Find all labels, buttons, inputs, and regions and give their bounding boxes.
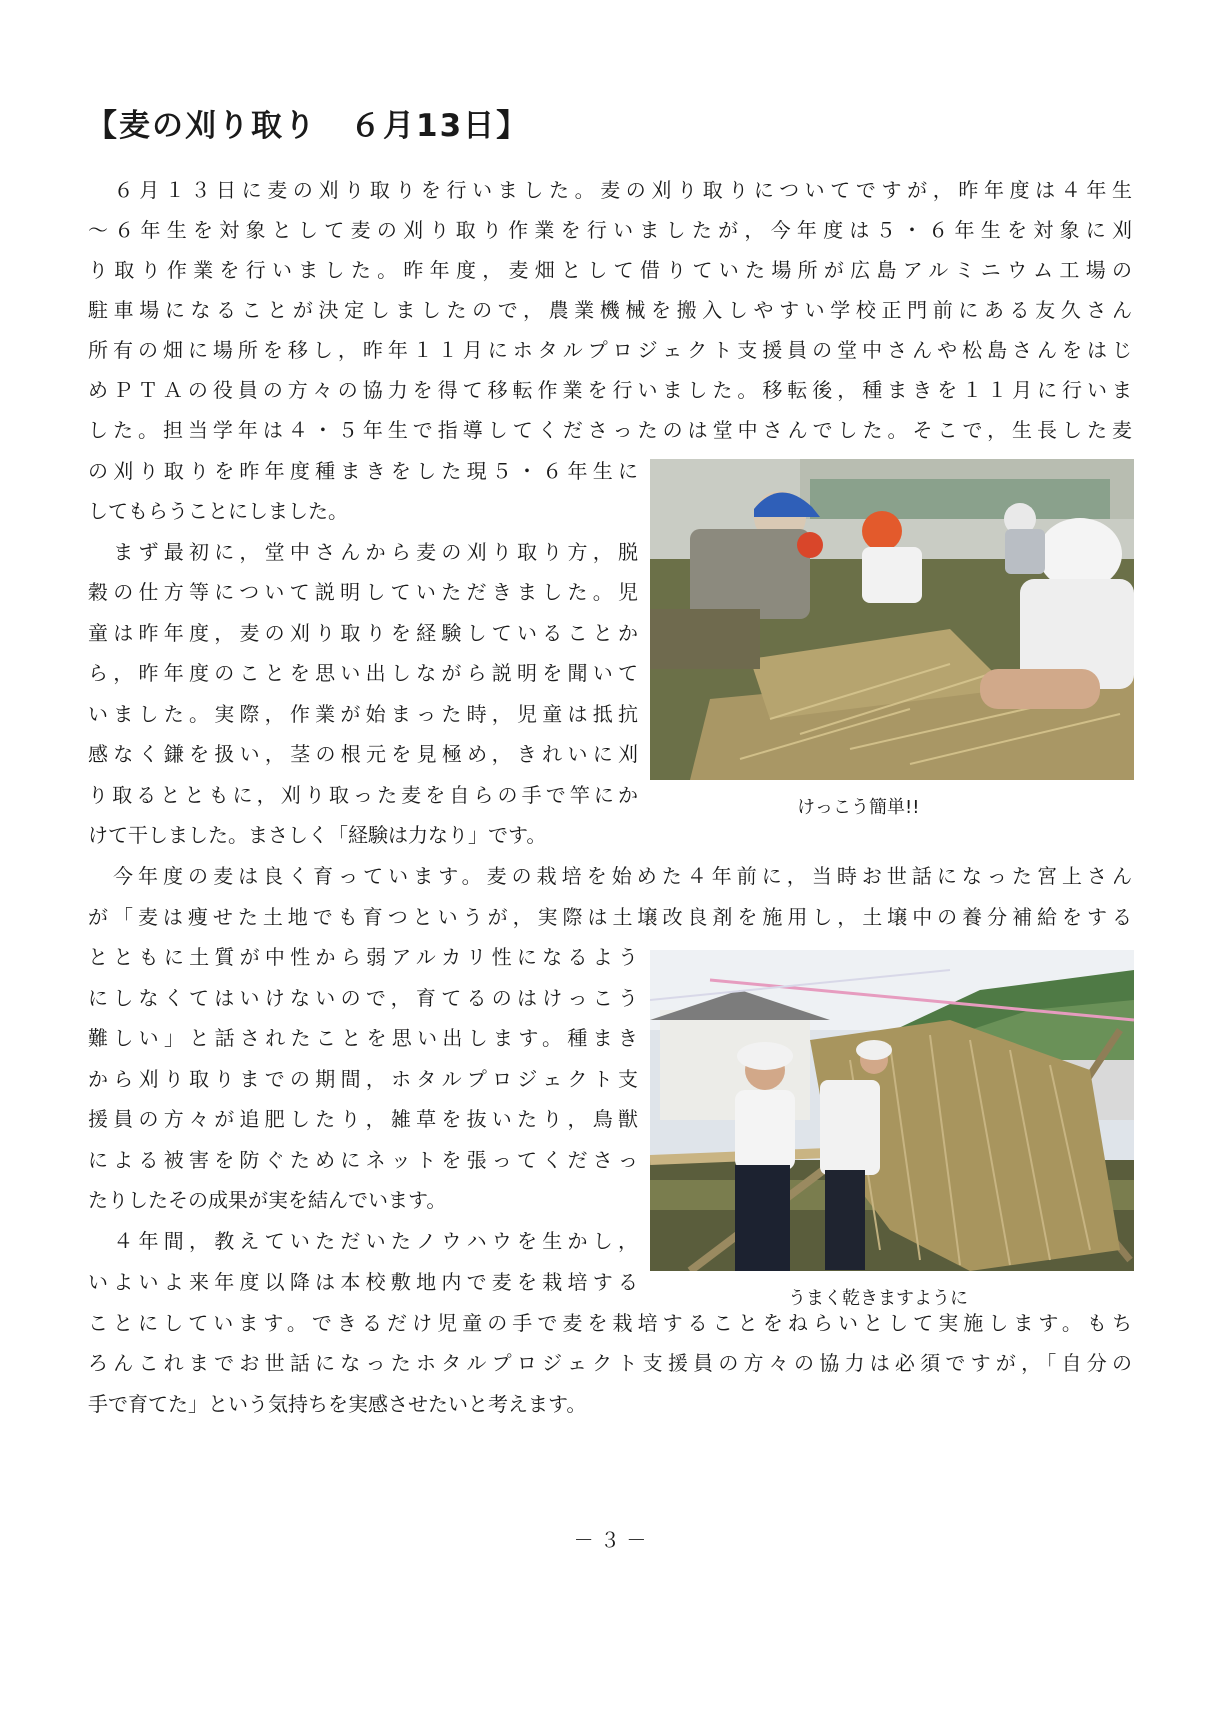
body-line: にしなくてはいけないので，育てるのはけっこう bbox=[88, 986, 638, 1010]
body-line: ６月１３日に麦の刈り取りを行いました。麦の刈り取りについてですが，昨年度は４年生 bbox=[88, 178, 1132, 202]
page-title: 【麦の刈り取り ６月13日】 bbox=[86, 108, 530, 144]
body-line: り取るとともに，刈り取った麦を自らの手で竿にか bbox=[88, 783, 638, 807]
photo-caption: うまく乾きますように bbox=[788, 1288, 968, 1309]
drying-photo bbox=[650, 950, 1134, 1271]
body-line: から刈り取りまでの期間，ホタルプロジェクト支 bbox=[88, 1067, 638, 1091]
body-line: の刈り取りを昨年度種まきをした現５・６年生に bbox=[88, 459, 638, 483]
body-line: した。担当学年は４・５年生で指導してくださったのは堂中さんでした。そこで，生長した麦 bbox=[88, 418, 1132, 442]
body-line: ４年間，教えていただいたノウハウを生かし， bbox=[88, 1229, 638, 1253]
body-line: 難しい」と話されたことを思い出します。種まき bbox=[88, 1026, 638, 1050]
body-line: めＰＴＡの役員の方々の協力を得て移転作業を行いました。移転後，種まきを１１月に行いま bbox=[88, 378, 1132, 402]
body-line: いよいよ来年度以降は本校敷地内で麦を栽培する bbox=[88, 1270, 638, 1294]
body-line: 手で育てた」という気持ちを実感させたいと考えます。 bbox=[88, 1392, 587, 1416]
body-line: り取り作業を行いました。昨年度，麦畑として借りていた場所が広島アルミニウム工場の bbox=[88, 258, 1132, 282]
body-line: いました。実際，作業が始まった時，児童は抵抗 bbox=[88, 702, 638, 726]
body-line: とともに土質が中性から弱アルカリ性になるよう bbox=[88, 945, 638, 969]
body-line: 所有の畑に場所を移し，昨年１１月にホタルプロジェクト支援員の堂中さんや松島さんをはじ bbox=[88, 338, 1132, 362]
body-line: 感なく鎌を扱い，茎の根元を見極め，きれいに刈 bbox=[88, 742, 638, 766]
body-line: ろんこれまでお世話になったホタルプロジェクト支援員の方々の協力は必須ですが，「自分の bbox=[88, 1351, 1132, 1375]
harvest-photo bbox=[650, 459, 1134, 780]
body-line: 童は昨年度，麦の刈り取りを経験していることか bbox=[88, 621, 638, 645]
body-line: 今年度の麦は良く育っています。麦の栽培を始めた４年前に，当時お世話になった宮上さん bbox=[88, 864, 1132, 888]
page-number: － ３ － bbox=[573, 1528, 647, 1552]
body-line: してもらうことにしました。 bbox=[88, 499, 348, 523]
body-line: ことにしています。できるだけ児童の手で麦を栽培することをねらいとして実施します。もち bbox=[88, 1311, 1132, 1335]
body-line: 穀の仕方等について説明していただきました。児 bbox=[88, 580, 638, 604]
body-line: たりしたその成果が実を結んでいます。 bbox=[88, 1188, 447, 1212]
body-line: けて干しました。まさしく「経験は力なり」です。 bbox=[88, 823, 547, 847]
body-line: 援員の方々が追肥したり，雑草を抜いたり，鳥獣 bbox=[88, 1107, 638, 1131]
photo-caption: けっこう簡単!! bbox=[797, 797, 920, 818]
body-line: ～６年生を対象として麦の刈り取り作業を行いましたが，今年度は５・６年生を対象に刈 bbox=[88, 218, 1132, 242]
body-line: が「麦は痩せた土地でも育つというが，実際は土壌改良剤を施用し，土壌中の養分補給をする bbox=[88, 905, 1132, 929]
body-line: ら，昨年度のことを思い出しながら説明を聞いて bbox=[88, 661, 638, 685]
body-line: 駐車場になることが決定しましたので，農業機械を搬入しやすい学校正門前にある友久さん bbox=[88, 298, 1132, 322]
body-line: による被害を防ぐためにネットを張ってくださっ bbox=[88, 1148, 638, 1172]
body-line: まず最初に，堂中さんから麦の刈り取り方，脱 bbox=[88, 540, 638, 564]
